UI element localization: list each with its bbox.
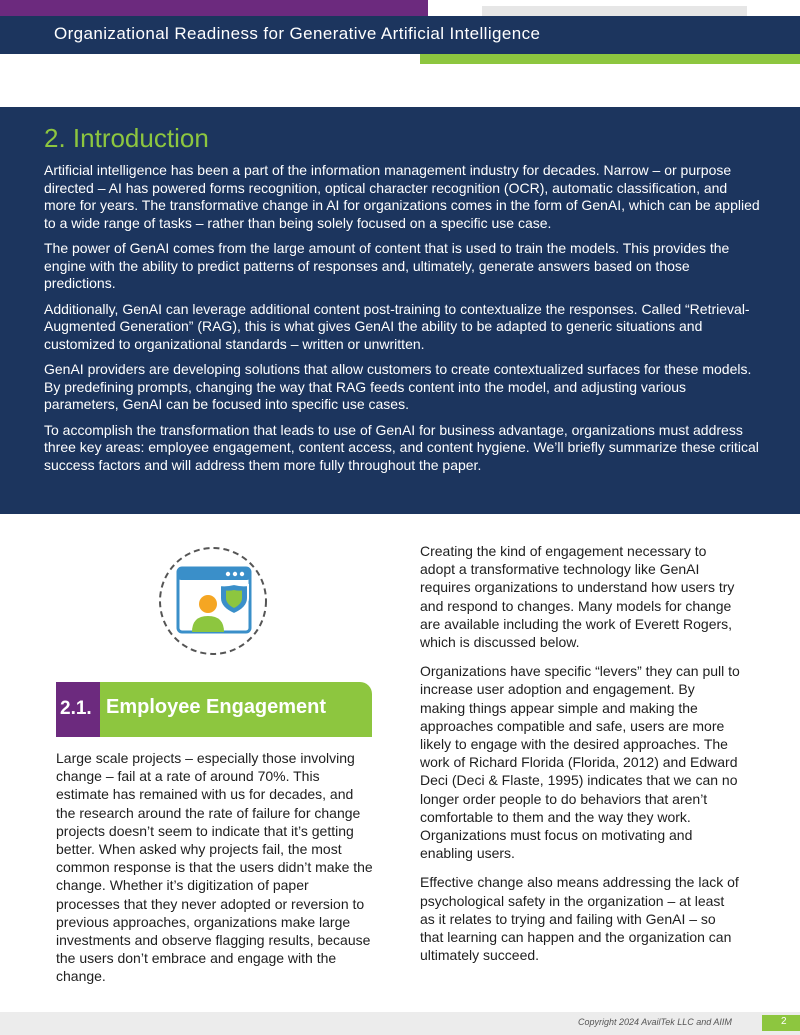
introduction-heading: 2. Introduction: [44, 123, 209, 153]
intro-paragraph: To accomplish the transformation that leads to use of GenAI for business advantage, organizations must address three key areas: employee engagement, content access, and content hygiene. We’ll briefly summarize these critical success factors and will address them more fully throughout the paper.: [44, 421, 759, 473]
right-column-paragraph: Organizations have specific “levers” they can pull to increase user adoption and engagement. By making things appear simple and making the approaches compatible and safe, users are more likely to engage with the desired approaches. The work of Richard Florida (Florida, 2012) and Edward Deci (Deci & Flaste, 1995) indicates that we can no longer order people to do behaviors that aren’t comfortable to them and the way they work. Organizations must focus on motivating and enabling users.: [420, 663, 740, 862]
right-column-paragraph: Effective change also means addressing the lack of psychological safety in the organization – at least as it relates to trying and failing with GenAI – so that learning can happen and the organization can ultimately succeed.: [420, 874, 739, 964]
left-column-paragraph: Large scale projects – especially those involving change – fail at a rate of around 70%. This estimate has remained with us for decades, and the research around the rate of failure for change projects doesn’t seem to indicate that it’s getting better. When asked why projects fail, the most common response is that the users didn’t make the change. Whether it’s digitization of paper processes that they never adopted or reversion to previous approaches, organizations make large investments and observe flagging results, because the users don’t embrace and engage with the change.: [56, 750, 373, 985]
section-number: 2.1.: [60, 698, 92, 719]
top-accent-bar-purple: [0, 0, 428, 16]
intro-paragraph: Additionally, GenAI can leverage additional content post-training to contextualize the responses. Called “Retrieval-Augmented Generation” (RAG), this is what gives GenAI the ability to be adapted to generic situations and customized to organizational standards – written or unwritten.: [44, 300, 750, 352]
section-title: Employee Engagement: [106, 696, 327, 718]
introduction-section: [0, 107, 800, 514]
right-column: [420, 542, 740, 975]
intro-paragraph: Artificial intelligence has been a part of the information management industry for decades. Narrow – or purpose directed – AI has powered forms recognition, optical character recognition (OCR), automatic classification, and more for years. The transformative change in AI for organizations comes in the form of GenAI, which can be applied to a wide range of tasks – rather than being solely focused on a specific use case.: [44, 162, 760, 231]
document-title: Organizational Readiness for Generative Artificial Intelligence: [54, 24, 541, 43]
top-accent-bar-grey: [482, 6, 747, 16]
user-shield-browser-icon: [158, 546, 268, 656]
page-number: 2: [781, 1016, 787, 1027]
right-column-paragraph: Creating the kind of engagement necessary to adopt a transformative technology like GenAI requires organizations to understand how users try and respond to changes. Many models for change are available including the work of Everett Rogers, which is discussed below.: [420, 543, 735, 651]
intro-paragraph: GenAI providers are developing solutions that allow customers to create contextualized surfaces for these models. By predefining prompts, changing the way that RAG feeds content into the model, and adjusting various parameters, GenAI can be focused into specific use cases.: [44, 361, 752, 412]
header-accent-bar-green: [420, 54, 800, 64]
intro-paragraph: The power of GenAI comes from the large amount of content that is used to train the models. This provides the engine with the ability to predict patterns of responses and, ultimately, generate answers based on those predictions.: [44, 240, 730, 291]
footer-copyright: Copyright 2024 AvailTek LLC and AIIM: [578, 1017, 732, 1027]
